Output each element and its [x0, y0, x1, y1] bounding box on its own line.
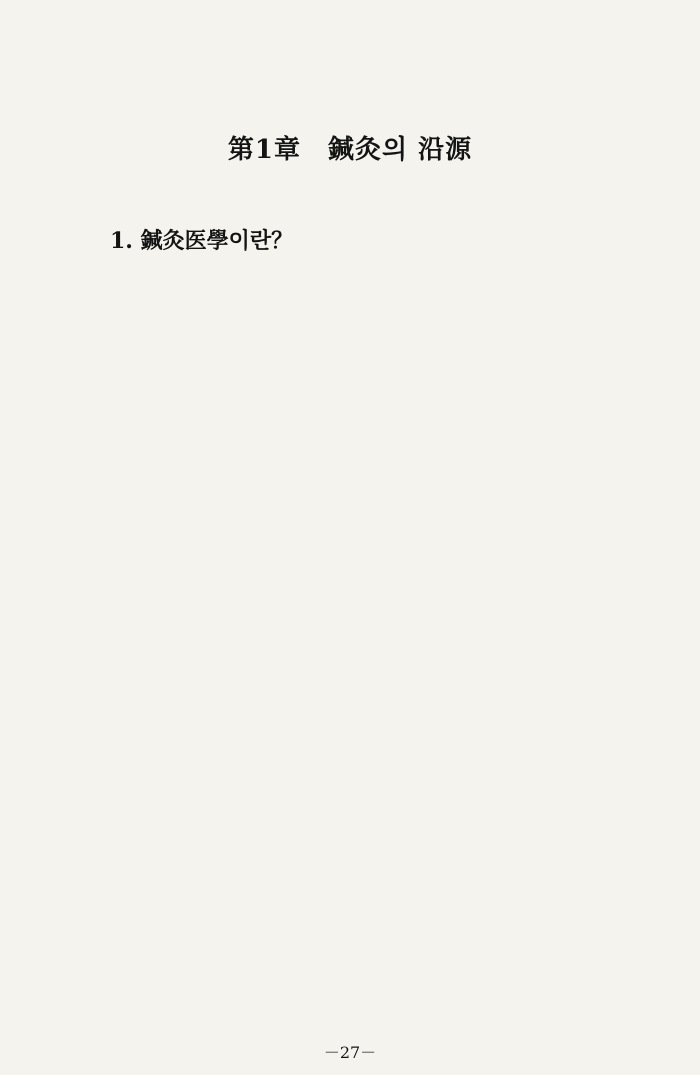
section-title: 1. 鍼灸医學이란？ — [110, 228, 294, 255]
chapter-title: 第1章 鍼灸의 沿源 — [227, 135, 473, 166]
page-number: －27－ — [323, 1043, 377, 1062]
